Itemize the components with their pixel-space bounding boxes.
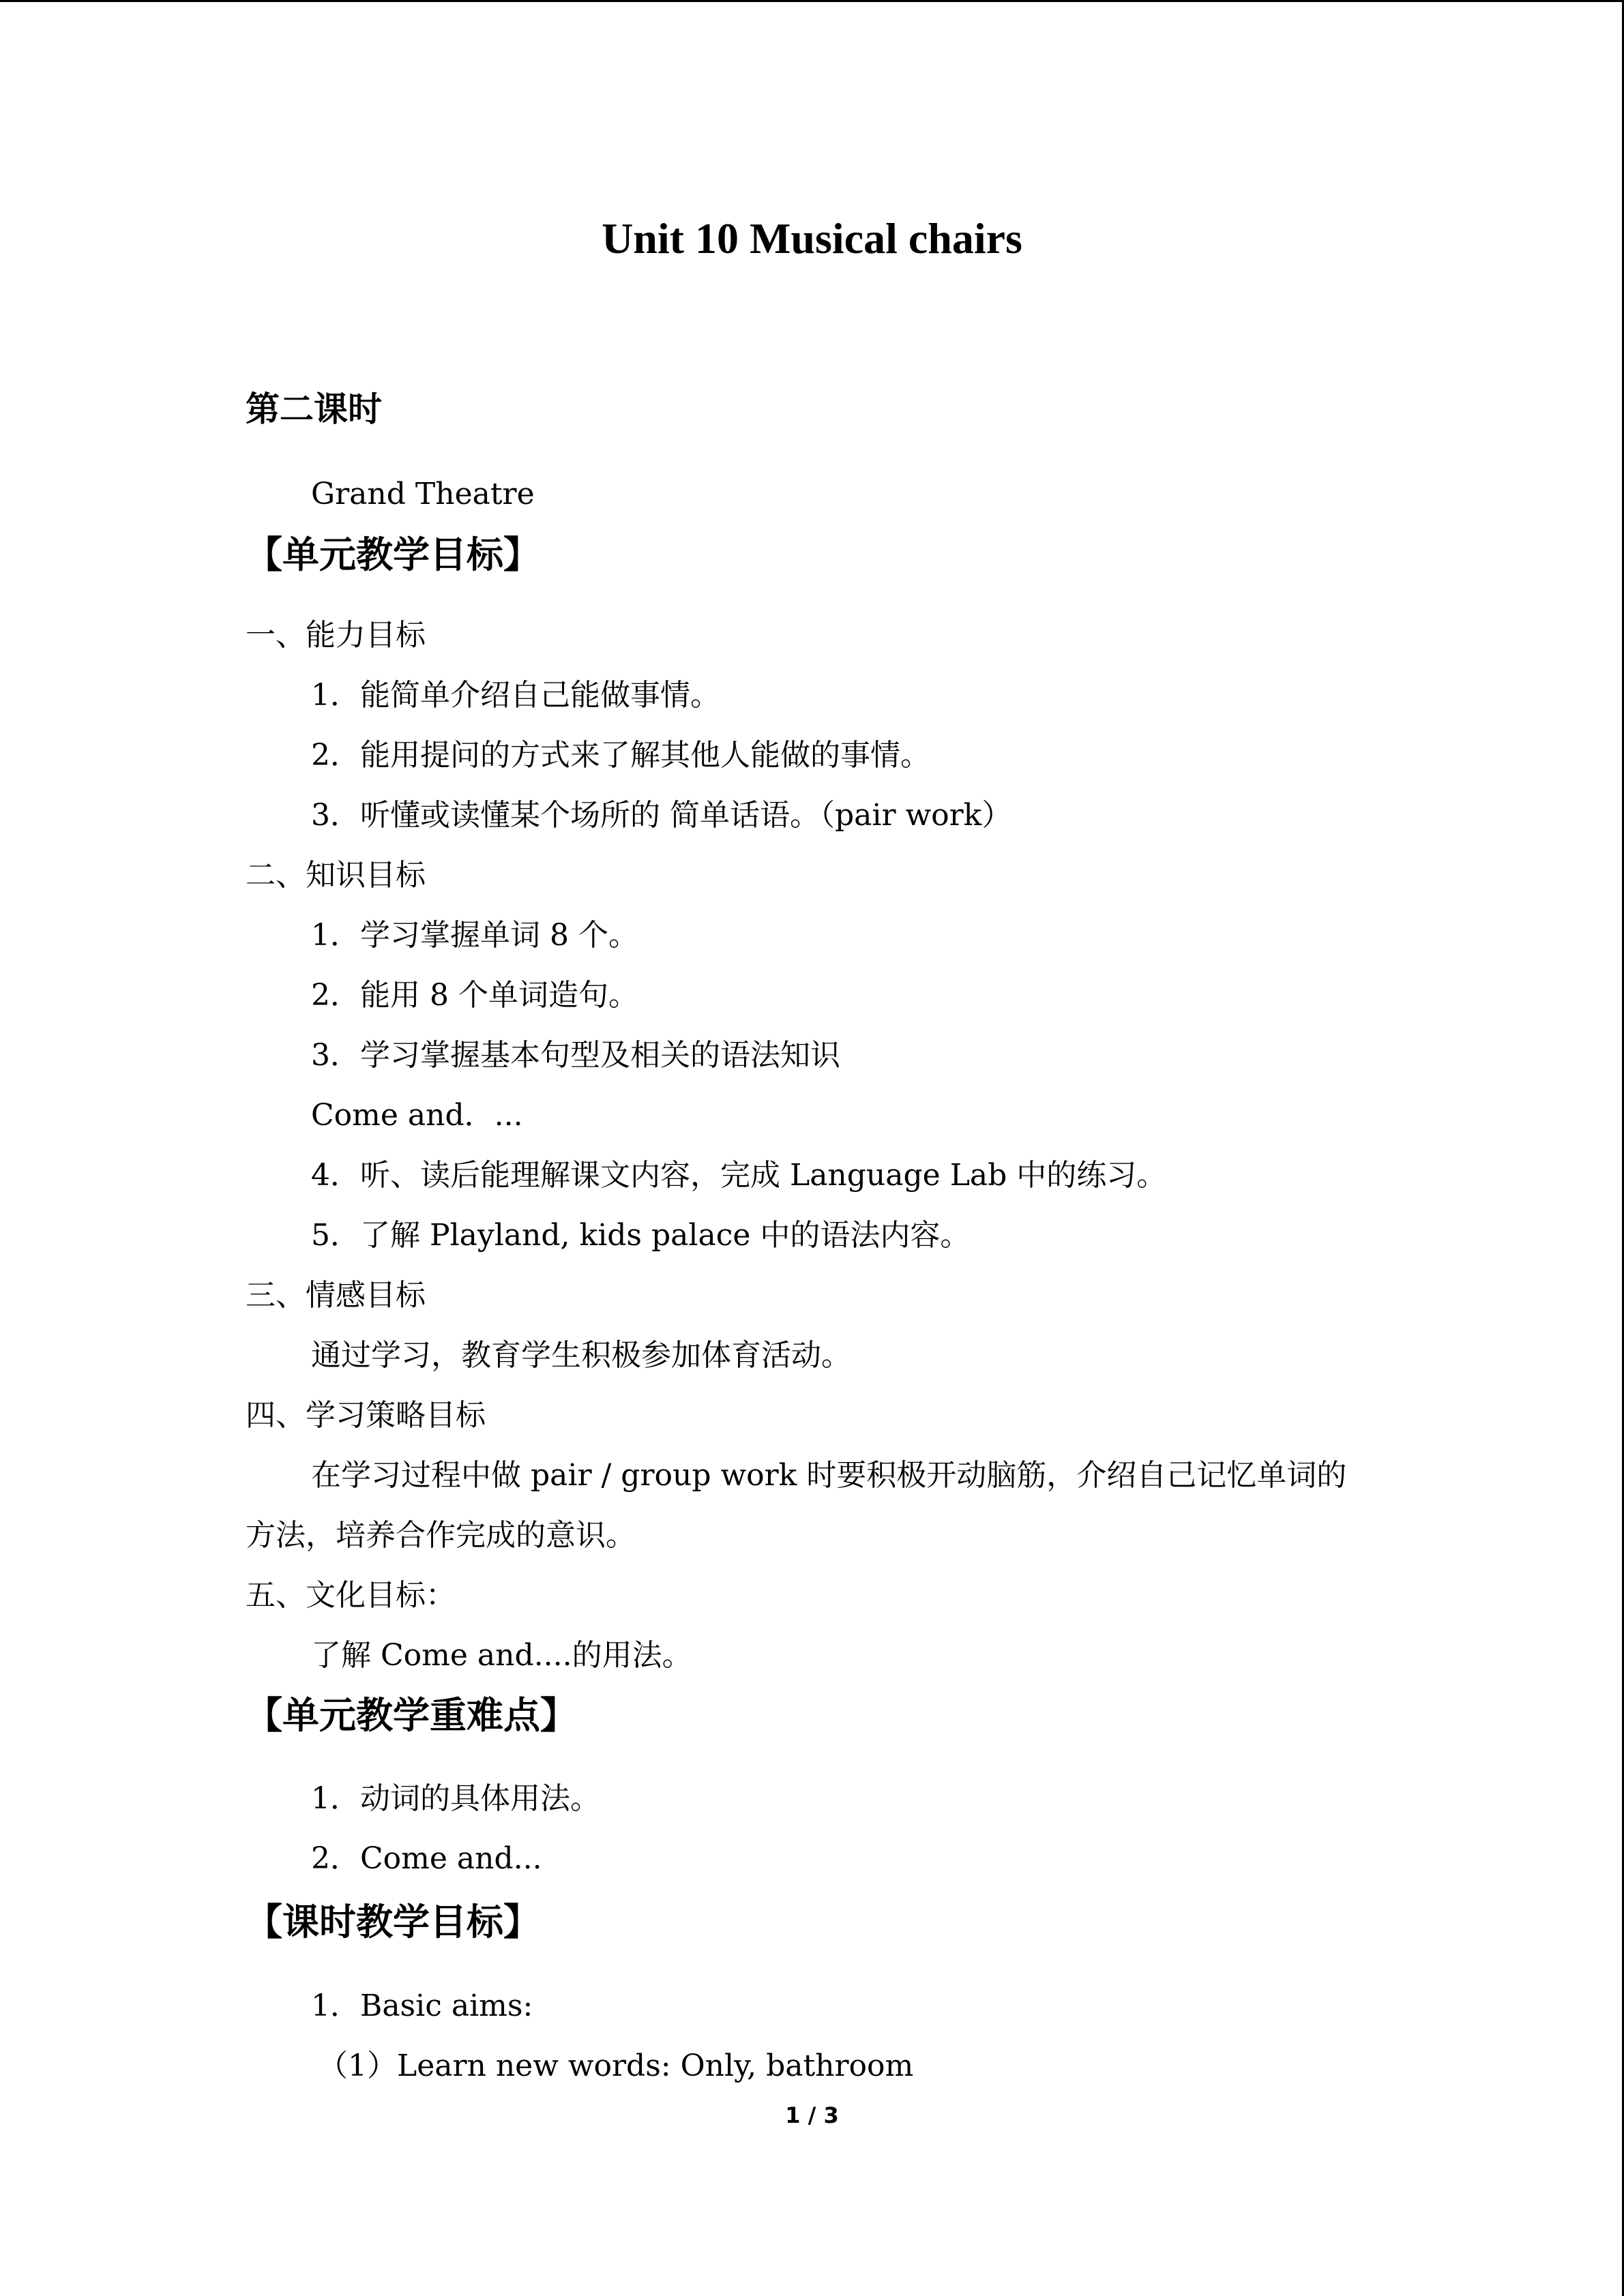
label-culture-goals: 五、文化目标：	[246, 1578, 456, 1613]
subtitle: Grand Theatre	[311, 477, 535, 511]
heading-key-points: 【单元教学重难点】	[246, 1694, 577, 1737]
document-title: Unit 10 Musical chairs	[602, 214, 1022, 263]
lesson-goal-1: 1．Basic aims:	[311, 1988, 533, 2023]
lesson-label: 第二课时	[246, 389, 382, 429]
knowledge-item-3: 3．学习掌握基本句型及相关的语法知识	[311, 1038, 840, 1073]
key-point-1: 1．动词的具体用法。	[311, 1781, 600, 1816]
ability-item-3: 3．听懂或读懂某个场所的 简单话语。（pair work）	[311, 798, 1012, 833]
knowledge-item-2: 2．能用 8 个单词造句。	[311, 978, 638, 1013]
heading-unit-goals: 【单元教学目标】	[246, 533, 540, 576]
label-knowledge-goals: 二、知识目标	[246, 858, 426, 893]
strategy-text-line-2: 方法，培养合作完成的意识。	[246, 1518, 636, 1553]
page-border-top	[0, 0, 1624, 2]
ability-item-2: 2．能用提问的方式来了解其他人能做的事情。	[311, 738, 930, 773]
lesson-goal-1-sub-1: （1）Learn new words: Only, bathroom	[318, 2048, 914, 2083]
emotion-item-1: 通过学习，教育学生积极参加体育活动。	[311, 1338, 851, 1373]
culture-item-1: 了解 Come and....的用法。	[311, 1638, 692, 1673]
ability-item-1: 1．能简单介绍自己能做事情。	[311, 678, 720, 713]
knowledge-item-1: 1．学习掌握单词 8 个。	[311, 918, 638, 953]
label-strategy-goals: 四、学习策略目标	[246, 1398, 486, 1433]
knowledge-item-3-pattern: Come and．...	[311, 1098, 523, 1133]
page-number: 1 / 3	[785, 2102, 839, 2128]
heading-lesson-goals: 【课时教学目标】	[246, 1900, 540, 1943]
label-emotion-goals: 三、情感目标	[246, 1278, 426, 1313]
knowledge-item-5: 5．了解 Playland, kids palace 中的语法内容。	[311, 1218, 971, 1253]
strategy-text-line-1: 在学习过程中做 pair / group work 时要积极开动脑筋，介绍自己记忆单词的	[311, 1458, 1347, 1493]
key-point-2: 2．Come and...	[311, 1841, 542, 1876]
label-ability-goals: 一、能力目标	[246, 618, 426, 653]
knowledge-item-4: 4．听、读后能理解课文内容，完成 Language Lab 中的练习。	[311, 1158, 1167, 1193]
